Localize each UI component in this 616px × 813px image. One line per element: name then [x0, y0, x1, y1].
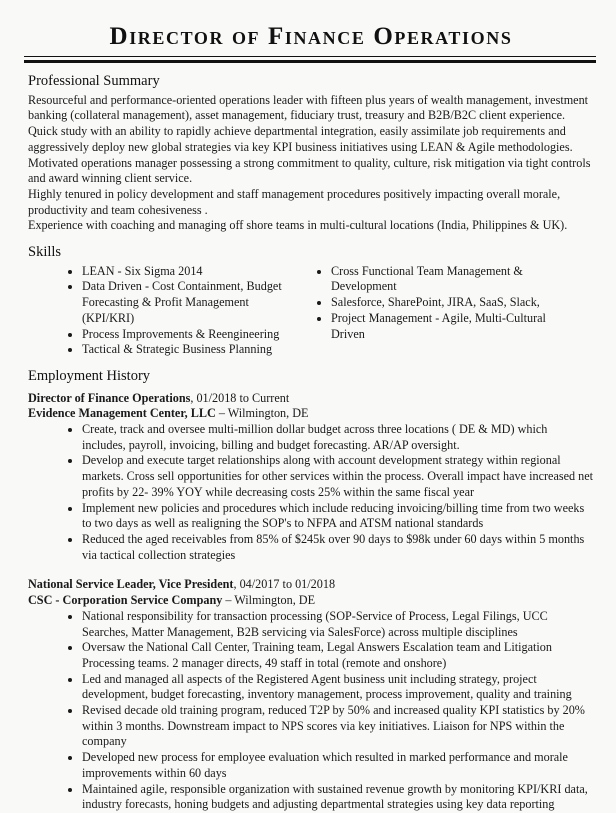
resume-title: Director of Finance Operations — [109, 23, 513, 50]
job-dates: , 01/2018 to Current — [190, 390, 290, 405]
job-company-line — [28, 406, 594, 422]
job-bullet: • Maintained agile, responsible organization with sustained revenue growth by monitoring KPI/KRI data, industry forecasts, honing budgets and adjusting departmental strategies using key data reporting — [82, 782, 594, 813]
job-bullet: • Led and managed all aspects of the Registered Agent business unit including strategy, project development, budget forecasting, inventory management, process improvement, quality and training — [82, 672, 594, 703]
summary-paragraph: Resourceful and performance-oriented operations leader with fifteen plus years of wealth management, investment banking (collateral management), asset management, fiduciary trust, treasury and B2B/B2C client experience. — [28, 92, 589, 123]
summary-paragraph: Experience with coaching and managing off shore teams in multi-cultural locations (India, Philippines & UK). — [28, 218, 568, 233]
job-location: – Wilmington, DE — [215, 406, 309, 421]
job-company: CSC - Corporation Service Company — [28, 593, 223, 608]
job-title-line — [28, 577, 594, 593]
section-heading: Professional Summary — [28, 73, 160, 89]
job-entry — [28, 391, 594, 564]
job-company-line — [28, 593, 594, 609]
summary-paragraph: Quick study with an ability to rapidly achieve departmental integration, easily assimilate job requirements and aggressively deploy new global strategies via key KPI business initiatives using LEAN & Agile methodologies. — [28, 124, 573, 154]
skills-section — [28, 245, 594, 358]
job-title-line — [28, 391, 594, 407]
job-role: National Service Leader, Vice President — [28, 577, 234, 592]
section-heading: Employment History — [28, 367, 151, 384]
job-role: Director of Finance Operations — [28, 390, 191, 405]
job-bullet: • Reduced the aged receivables from 85% of $245k over 90 days to $98k under 60 days within 5 months via tactical collection strategies — [82, 532, 594, 563]
skill-item: • Process Improvements & Reengineering — [82, 327, 297, 343]
skills-list-right — [297, 264, 581, 358]
title-rule-thin — [24, 56, 596, 59]
job-bullets — [28, 422, 594, 563]
job-bullet: • Revised decade old training program, reduced T2P by 50% and increased quality KPI statistics by 20% within 3 months. Downstream impact to NPS scores via key initiatives. Liaison for NPS within the company — [82, 703, 594, 750]
job-bullet: • National responsibility for transaction processing (SOP-Service of Process, Legal Filings, UCC Searches, Matter Management, B2B servicing via SalesForce) across multiple disciplines — [82, 609, 594, 640]
job-company: Evidence Management Center, LLC — [28, 406, 216, 421]
skills-columns — [28, 264, 594, 358]
summary-paragraph: Highly tenured in policy development and staff management procedures positively impacting overall morale, productivity and team cohesiveness . — [28, 186, 561, 217]
job-entry — [28, 577, 594, 813]
professional-summary-section — [28, 74, 594, 234]
job-location: – Wilmington, DE — [222, 593, 316, 608]
job-bullet: • Implement new policies and procedures which include reducing invoicing/billing time from two weeks to two days as well as realigning the SOP's to NFPA and ATSM national standards — [82, 501, 594, 532]
job-dates: , 04/2017 to 01/2018 — [233, 577, 336, 592]
skill-item: • LEAN - Six Sigma 2014 — [82, 264, 297, 280]
job-bullet: • Create, track and oversee multi-million dollar budget across three locations ( DE & MD) which includes, payroll, invoicing, billing and budget forecasting. AR/AP oversight. — [82, 422, 594, 453]
job-bullet: • Developed new process for employee evaluation which resulted in marked performance and morale improvements within 60 days — [82, 750, 594, 781]
skill-item: • Project Management - Agile, Multi-Cultural Driven — [331, 311, 581, 342]
job-bullets — [28, 609, 594, 813]
job-bullet: • Oversaw the National Call Center, Training team, Legal Answers Escalation team and Litigation Processing teams. 2 manager directs, 49 staff in total (remote and onshore) — [82, 640, 594, 671]
section-heading: Skills — [28, 244, 62, 261]
skills-list-left — [28, 264, 297, 358]
employment-history-section — [28, 369, 594, 813]
skill-item: • Data Driven - Cost Containment, Budget Forecasting & Profit Management (KPI/KRI) — [82, 279, 297, 326]
title-rule-thick — [24, 60, 596, 63]
summary-paragraph: Motivated operations manager possessing a strong commitment to quality, culture, risk mitigation via tight controls and award winning client service. — [28, 155, 591, 186]
skill-item: • Salesforce, SharePoint, JIRA, SaaS, Slack, — [331, 295, 581, 311]
skill-item: • Tactical & Strategic Business Planning — [82, 342, 297, 358]
skill-item: • Cross Functional Team Management & Development — [331, 264, 581, 295]
job-bullet: • Develop and execute target relationships along with account development strategy within regional markets. Cross sell opportunities for other services within the process. Overall impact have increased net profits by 22- 39% YOY while decreasing costs 25% within the same fiscal year — [82, 453, 594, 500]
